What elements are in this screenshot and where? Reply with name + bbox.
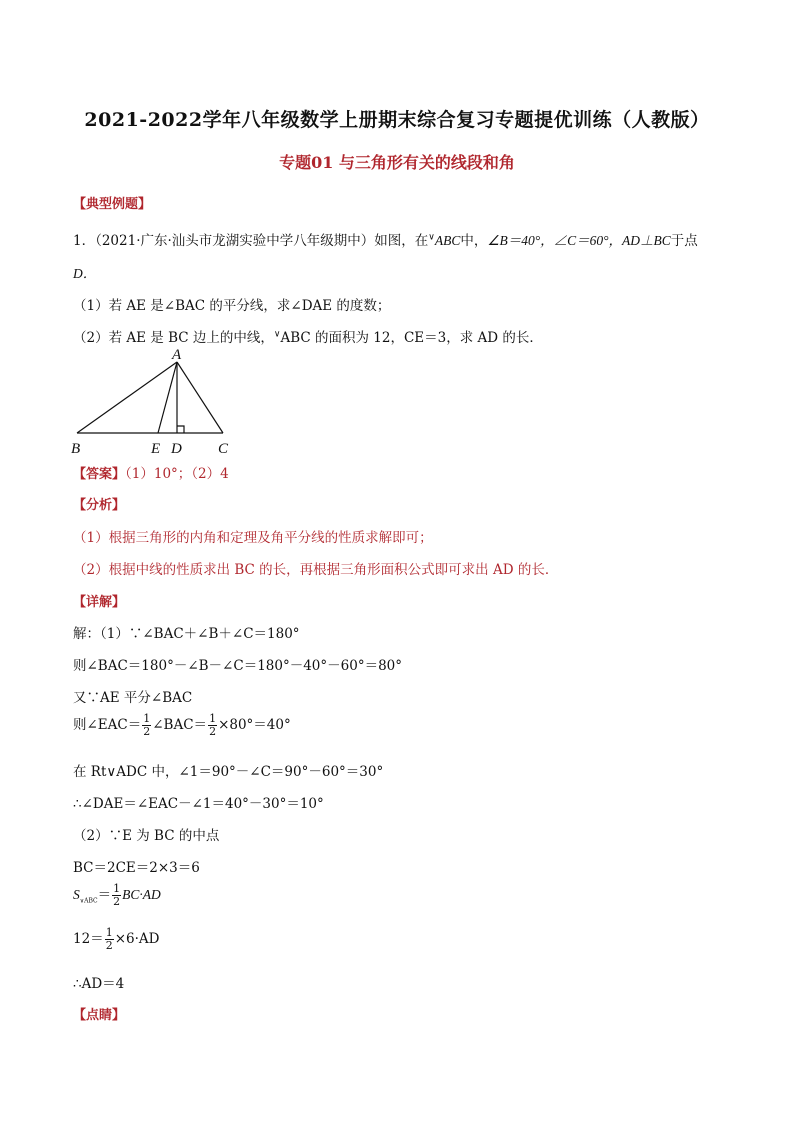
area-symbol: S: [73, 887, 80, 902]
solution-step-1: 解：（1）∵∠BAC＋∠B＋∠C＝180°: [73, 626, 300, 642]
label-a: A: [172, 347, 182, 363]
label-b: B: [71, 441, 81, 457]
fraction-denominator: 2: [113, 895, 121, 908]
question-2-start: （2）若 AE 是 BC 边上的中线，: [73, 330, 274, 346]
section-answer: 【答案】: [73, 467, 126, 482]
step-4-right: ×80°＝40°: [218, 717, 291, 733]
answer-text: （1）10°；（2）4: [125, 466, 229, 482]
side-ac: [177, 362, 223, 433]
solution-step-5: 在 Rt∨ADC 中，∠1＝90°－∠C＝90°－60°＝30°: [73, 764, 384, 780]
triangle-symbol: ∨: [428, 232, 435, 243]
fraction-numerator: 1: [105, 926, 113, 939]
fraction-denominator: 2: [105, 939, 113, 952]
fraction-denominator: 2: [209, 725, 217, 738]
solution-step-10: [73, 927, 159, 952]
label-d: D: [171, 441, 182, 457]
solution-step-6: ∴∠DAE＝∠EAC－∠1＝40°－30°＝10°: [73, 796, 324, 812]
fraction-numerator: 1: [113, 882, 121, 895]
section-analysis: 【分析】: [73, 498, 126, 513]
step-4-left: 则∠EAC＝: [73, 717, 142, 733]
segment-ae: [158, 362, 177, 433]
section-detail: 【详解】: [73, 595, 126, 610]
step-10-right: ×6·AD: [114, 931, 160, 947]
label-e: E: [151, 441, 161, 457]
fraction-half: [112, 883, 121, 908]
problem-intro: 1．（2021·广东·汕头市龙湖实验中学八年级期中）如图，在: [73, 233, 429, 249]
solution-step-3: 又∵AE 平分∠BAC: [73, 690, 193, 706]
question-1: （1）若 AE 是∠BAC 的平分线，求∠DAE 的度数；: [73, 298, 391, 314]
section-comment: 【点睛】: [73, 1008, 126, 1023]
fraction-denominator: 2: [143, 725, 151, 738]
triangle-symbol: ∨: [273, 329, 281, 340]
solution-step-11: ∴AD＝4: [73, 976, 125, 992]
section-example: 【典型例题】: [73, 197, 152, 212]
topic-subtitle: 专题01 与三角形有关的线段和角: [279, 153, 515, 172]
problem-end: 于点: [670, 233, 698, 249]
fraction-numerator: 1: [143, 712, 151, 725]
equals-sign: ＝: [97, 887, 112, 903]
triangle-name: ABC: [434, 233, 461, 248]
problem-line-2: D．: [73, 266, 97, 281]
solution-step-7: （2）∵E 为 BC 的中点: [73, 828, 220, 844]
step-4-mid: ∠BAC＝: [152, 717, 208, 733]
label-c: C: [218, 441, 229, 457]
step-10-left: 12＝: [73, 931, 104, 947]
analysis-line-1: （1）根据三角形的内角和定理及角平分线的性质求解即可；: [73, 530, 433, 546]
analysis-line-2: （2）根据中线的性质求出 BC 的长，再根据三角形面积公式即可求出 AD 的长．: [73, 562, 559, 578]
fraction-half: [142, 713, 151, 738]
solution-step-2: 则∠BAC＝180°－∠B－∠C＝180°－40°－60°＝80°: [73, 658, 403, 674]
solution-step-8: BC＝2CE＝2×3＝6: [73, 860, 200, 876]
right-angle-mark: [177, 426, 184, 433]
angle-conditions: ∠B＝40°，∠C＝60°，: [487, 233, 623, 248]
side-ab: [77, 362, 177, 433]
document-title: 2021-2022学年八年级数学上册期末综合复习专题提优训练（人教版）: [84, 109, 710, 131]
solution-step-4: [73, 713, 291, 738]
question-2-end: ABC 的面积为 12，CE＝3，求 AD 的长．: [280, 330, 543, 346]
fraction-half: [208, 713, 217, 738]
problem-connector: 中，: [460, 233, 488, 249]
answer-line: [73, 462, 229, 482]
perpendicular-condition: AD⊥BC: [622, 233, 671, 248]
area-formula: BC·AD: [122, 887, 161, 902]
problem-line-1: [73, 229, 698, 249]
fraction-half: [105, 927, 114, 952]
fraction-numerator: 1: [209, 712, 217, 725]
solution-step-9: [73, 883, 161, 908]
triangle-figure: [60, 340, 260, 465]
area-subscript: ∨ABC: [79, 897, 98, 905]
